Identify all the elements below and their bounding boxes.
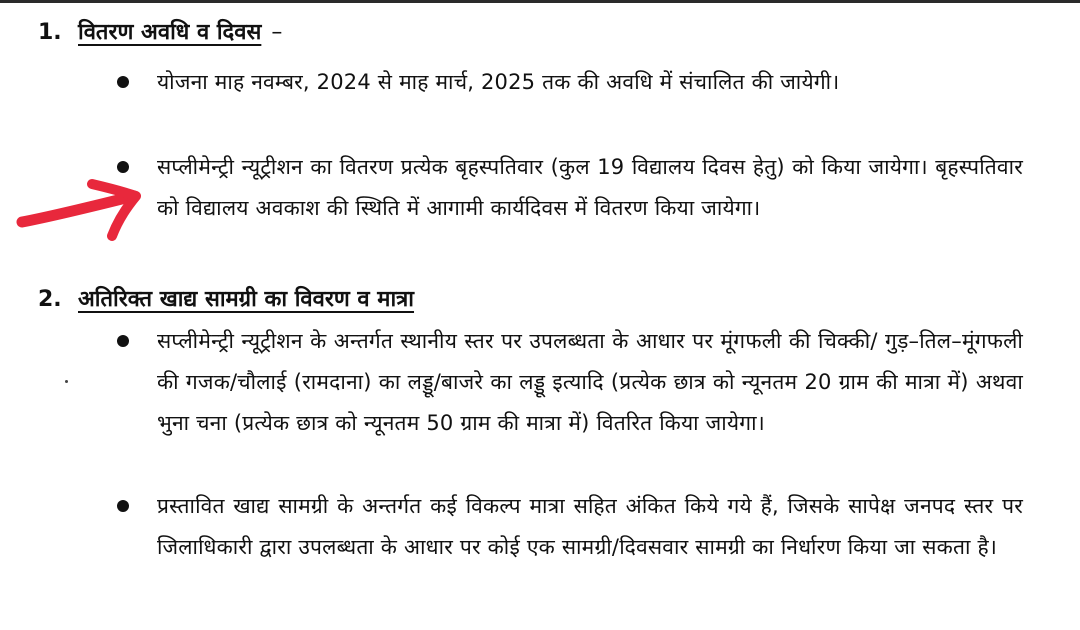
section-1-bullet-2 — [157, 147, 1023, 229]
bullet-text: प्रस्तावित खाद्य सामग्री के अन्तर्गत कई विकल्प मात्रा सहित अंकित किये गये हैं, जिसके सापेक्ष जनपद स्तर पर जिलाधिकारी द्वारा उपलब्धता के आधार पर कोई एक सामग्री/दिवसवार सामग्री का निर्धारण किया जा सकता है। — [157, 494, 1023, 559]
bullet-dot-icon — [117, 335, 129, 347]
section-1-dash: – — [271, 20, 283, 45]
bullet-dot-icon — [117, 76, 129, 88]
section-2-number: 2. — [38, 287, 62, 312]
section-1-bullet-1 — [157, 62, 1023, 103]
bullet-dot-icon — [117, 161, 129, 173]
section-1-number: 1. — [38, 20, 62, 45]
section-2-heading — [38, 283, 414, 317]
section-2-bullet-1 — [157, 321, 1023, 444]
scan-speck — [65, 380, 68, 383]
section-2-bullet-2 — [157, 486, 1023, 568]
section-1-title: वितरण अवधि व दिवस — [78, 20, 262, 45]
bullet-dot-icon — [117, 500, 129, 512]
bullet-text: सप्लीमेन्ट्री न्यूट्रीशन के अन्तर्गत स्थानीय स्तर पर उपलब्धता के आधार पर मूंगफली की चिक्की/ गुड़–तिल–मूंगफली की गजक/चौलाई (रामदाना) का लड्डू/बाजरे का लड्डू इत्यादि (प्रत्येक छात्र को न्यूनतम 20 ग्राम की मात्रा में) अथवा भुना चना (प्रत्येक छात्र को न्यूनतम 50 ग्राम की मात्रा में) वितरित किया जायेगा। — [157, 329, 1023, 435]
bullet-text: सप्लीमेन्ट्री न्यूट्रीशन का वितरण प्रत्येक बृहस्पतिवार (कुल 19 विद्यालय दिवस हेतु) को किया जायेगा। बृहस्पतिवार को विद्यालय अवकाश की स्थिति में आगामी कार्यदिवस में वितरण किया जायेगा। — [157, 155, 1023, 220]
section-1-heading — [38, 16, 282, 50]
bullet-text: योजना माह नवम्बर, 2024 से माह मार्च, 2025 तक की अवधि में संचालित की जायेगी। — [157, 70, 840, 94]
red-arrow-icon — [14, 176, 164, 246]
section-2-title: अतिरिक्त खाद्य सामग्री का विवरण व मात्रा — [78, 287, 415, 312]
page-top-edge — [0, 0, 1080, 3]
